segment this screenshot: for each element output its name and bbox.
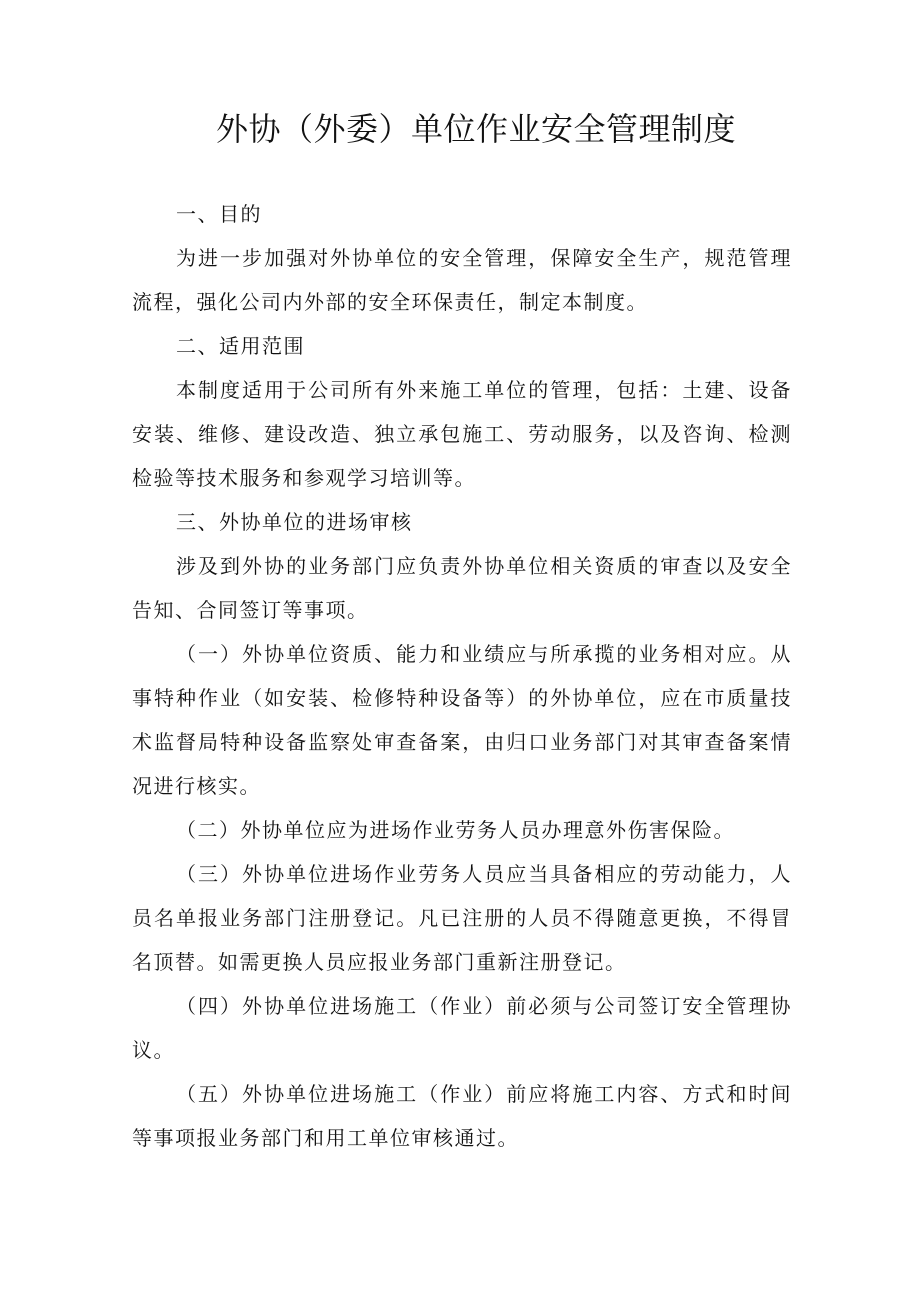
document-title: 外协（外委）单位作业安全管理制度 bbox=[215, 110, 736, 148]
paragraph-item-1: （一）外协单位资质、能力和业绩应与所承揽的业务相对应。从事特种作业（如安装、检修特种设备等）的外协单位，应在市质量技术监督局特种设备监察处审查备案，由归口业务部门对其审查备案情况进行核实。 bbox=[132, 642, 792, 798]
paragraph-item-4: （四）外协单位进场施工（作业）前必须与公司签订安全管理协议。 bbox=[132, 994, 792, 1062]
paragraph-item-3: （三）外协单位进场作业劳务人员应当具备相应的劳动能力，人员名单报业务部门注册登记。凡已注册的人员不得随意更换，不得冒名顶替。如需更换人员应报业务部门重新注册登记。 bbox=[132, 862, 792, 974]
paragraph-entry-review: 涉及到外协的业务部门应负责外协单位相关资质的审查以及安全告知、合同签订等事项。 bbox=[132, 554, 792, 622]
section-heading-entry-review: 三、外协单位的进场审核 bbox=[176, 510, 413, 534]
document-body bbox=[132, 192, 792, 1160]
section-heading-purpose: 一、目的 bbox=[176, 202, 262, 226]
paragraph-purpose: 为进一步加强对外协单位的安全管理，保障安全生产，规范管理流程，强化公司内外部的安全环保责任，制定本制度。 bbox=[132, 246, 792, 314]
paragraph-item-5: （五）外协单位进场施工（作业）前应将施工内容、方式和时间等事项报业务部门和用工单位审核通过。 bbox=[132, 1082, 792, 1150]
paragraph-scope: 本制度适用于公司所有外来施工单位的管理，包括：土建、设备安装、维修、建设改造、独立承包施工、劳动服务，以及咨询、检测检验等技术服务和参观学习培训等。 bbox=[132, 378, 792, 490]
paragraph-item-2: （二）外协单位应为进场作业劳务人员办理意外伤害保险。 bbox=[176, 818, 735, 842]
section-heading-scope: 二、适用范围 bbox=[176, 334, 305, 358]
